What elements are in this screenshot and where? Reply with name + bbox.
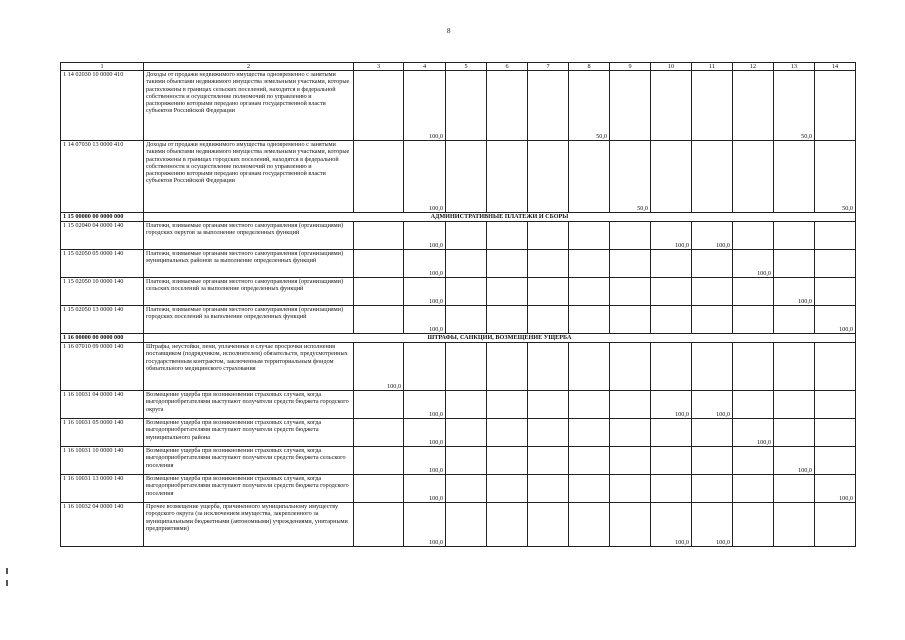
value-cell: 100,0 (651, 503, 692, 547)
value-cell: 50,0 (774, 71, 815, 141)
value-cell (610, 222, 651, 250)
budget-code: 1 15 02050 13 0000 140 (61, 306, 144, 334)
table-row (61, 71, 856, 141)
value-cell (815, 250, 856, 278)
value-cell (692, 306, 733, 334)
value-cell: 100,0 (404, 250, 446, 278)
value-cell (774, 222, 815, 250)
value-cell: 100,0 (404, 71, 446, 141)
value-cell (815, 343, 856, 391)
column-header: 1 (61, 63, 144, 71)
value-cell (692, 419, 733, 447)
value-cell (487, 343, 528, 391)
value-cell (569, 419, 610, 447)
value-cell (692, 343, 733, 391)
value-cell (569, 222, 610, 250)
budget-code: 1 16 00000 00 0000 000 (61, 334, 144, 343)
income-description: Платежи, взимаемые органами местного самоуправления (организациями) муниципальных районов за выполнение определенных функций (144, 250, 354, 278)
value-cell (569, 503, 610, 547)
value-cell: 100,0 (815, 306, 856, 334)
budget-code: 1 16 10031 05 0000 140 (61, 419, 144, 447)
value-cell (487, 475, 528, 503)
column-header: 4 (404, 63, 446, 71)
value-cell (528, 250, 569, 278)
value-cell (528, 306, 569, 334)
budget-code: 1 16 07010 09 0000 140 (61, 343, 144, 391)
section-row (61, 334, 856, 343)
column-header: 5 (446, 63, 487, 71)
value-cell (354, 71, 404, 141)
value-cell (446, 391, 487, 419)
value-cell (815, 503, 856, 547)
value-cell (446, 250, 487, 278)
value-cell (569, 391, 610, 419)
column-header: 6 (487, 63, 528, 71)
income-description: Платежи, взимаемые органами местного самоуправления (организациями) сельских поселений за выполнение определенных функций (144, 278, 354, 306)
value-cell: 50,0 (569, 71, 610, 141)
budget-code: 1 15 02050 10 0000 140 (61, 278, 144, 306)
value-cell (692, 447, 733, 475)
value-cell (651, 250, 692, 278)
margin-mark (6, 568, 8, 574)
income-description: Платежи, взимаемые органами местного самоуправления (организациями) городских поселений за выполнение определенных функций (144, 306, 354, 334)
value-cell (487, 71, 528, 141)
value-cell (733, 141, 774, 213)
value-cell: 100,0 (404, 391, 446, 419)
value-cell (569, 306, 610, 334)
value-cell (774, 250, 815, 278)
value-cell (354, 278, 404, 306)
value-cell (692, 250, 733, 278)
budget-code: 1 16 10031 04 0000 140 (61, 391, 144, 419)
value-cell: 100,0 (404, 306, 446, 334)
value-cell (487, 222, 528, 250)
value-cell (692, 278, 733, 306)
value-cell (610, 278, 651, 306)
value-cell (446, 278, 487, 306)
budget-code: 1 16 10032 04 0000 140 (61, 503, 144, 547)
page-number: 8 (447, 27, 451, 35)
value-cell (610, 391, 651, 419)
value-cell (354, 391, 404, 419)
value-cell (651, 419, 692, 447)
value-cell (487, 306, 528, 334)
value-cell (446, 475, 487, 503)
value-cell (487, 503, 528, 547)
value-cell (446, 222, 487, 250)
value-cell (815, 391, 856, 419)
value-cell (446, 419, 487, 447)
value-cell: 100,0 (733, 250, 774, 278)
value-cell: 100,0 (651, 391, 692, 419)
table-row (61, 278, 856, 306)
table-row (61, 447, 856, 475)
income-description: Штрафы, неустойки, пени, уплаченные в случае просрочки исполнения поставщиком (подрядчиком, исполнителем) обязательств, предусмотренных государственным контрактом, заключенным территориальным фондом обязательного медицинского страхования (144, 343, 354, 391)
section-row (61, 213, 856, 222)
value-cell (569, 250, 610, 278)
value-cell (651, 343, 692, 391)
value-cell: 100,0 (774, 447, 815, 475)
income-description: Возмещение ущерба при возникновении страховых случаев, когда выгодоприобретателями выступают получатели средств бюджета сельского поселения (144, 447, 354, 475)
value-cell: 100,0 (404, 475, 446, 503)
value-cell (569, 343, 610, 391)
value-cell (610, 343, 651, 391)
value-cell (354, 475, 404, 503)
value-cell (733, 475, 774, 503)
value-cell (651, 278, 692, 306)
budget-code: 1 15 00000 00 0000 000 (61, 213, 144, 222)
value-cell (404, 343, 446, 391)
table-row (61, 391, 856, 419)
value-cell: 50,0 (815, 141, 856, 213)
value-cell (354, 306, 404, 334)
value-cell (569, 475, 610, 503)
value-cell: 100,0 (404, 447, 446, 475)
value-cell (487, 278, 528, 306)
value-cell (774, 419, 815, 447)
table-row (61, 475, 856, 503)
budget-code: 1 14 07030 13 0000 410 (61, 141, 144, 213)
value-cell (610, 250, 651, 278)
value-cell (651, 306, 692, 334)
budget-code: 1 16 10031 13 0000 140 (61, 475, 144, 503)
budget-code: 1 15 02050 05 0000 140 (61, 250, 144, 278)
table-row (61, 222, 856, 250)
value-cell (733, 343, 774, 391)
value-cell: 100,0 (404, 419, 446, 447)
value-cell (774, 343, 815, 391)
margin-mark (6, 580, 8, 586)
column-header: 8 (569, 63, 610, 71)
value-cell (354, 141, 404, 213)
table-row (61, 306, 856, 334)
value-cell (354, 250, 404, 278)
income-description: Доходы от продажи недвижимого имущества одновременно с занятыми такими объектами недвижимого имущества земельными участками, которые расположены в границах городских поселений, находятся в федеральной собственности и осуществление полномочий по управлению и распоряжению которыми передано органам государственной власти субъектов Российской Федерации (144, 141, 354, 213)
value-cell (446, 306, 487, 334)
value-cell (651, 447, 692, 475)
value-cell (692, 71, 733, 141)
column-header: 13 (774, 63, 815, 71)
value-cell (446, 503, 487, 547)
value-cell (528, 71, 569, 141)
table-row (61, 419, 856, 447)
value-cell (733, 503, 774, 547)
income-description: Прочее возмещение ущерба, причиненного муниципальному имуществу городского округа (за исключением имущества, закрепленного за муниципальными бюджетными (автономными) учреждениями, унитарными предприятиями) (144, 503, 354, 547)
value-cell (354, 447, 404, 475)
value-cell (528, 222, 569, 250)
column-header: 11 (692, 63, 733, 71)
value-cell (446, 141, 487, 213)
value-cell (528, 503, 569, 547)
income-description: Доходы от продажи недвижимого имущества одновременно с занятыми такими объектами недвижимого имущества земельными участками, которые расположены в границах сельских поселений, находятся в федеральной собственности и осуществление полномочий по управлению и распоряжению которыми передано органам государственной власти субъектов Российской Федерации (144, 71, 354, 141)
value-cell (528, 343, 569, 391)
value-cell (569, 278, 610, 306)
column-header: 9 (610, 63, 651, 71)
income-description: Возмещение ущерба при возникновении страховых случаев, когда выгодоприобретателями выступают получатели средств бюджета городского округа (144, 391, 354, 419)
value-cell: 100,0 (774, 278, 815, 306)
value-cell (733, 71, 774, 141)
value-cell (610, 71, 651, 141)
value-cell: 100,0 (404, 278, 446, 306)
value-cell (610, 447, 651, 475)
value-cell: 50,0 (610, 141, 651, 213)
value-cell: 100,0 (692, 222, 733, 250)
value-cell (651, 141, 692, 213)
budget-code: 1 16 10031 10 0000 140 (61, 447, 144, 475)
table-row (61, 141, 856, 213)
budget-code: 1 15 02040 04 0000 140 (61, 222, 144, 250)
column-header: 2 (144, 63, 354, 71)
value-cell (354, 503, 404, 547)
column-header: 7 (528, 63, 569, 71)
value-cell (815, 71, 856, 141)
value-cell (528, 141, 569, 213)
income-description: Возмещение ущерба при возникновении страховых случаев, когда выгодоприобретателями выступают получатели средств бюджета городского поселения (144, 475, 354, 503)
value-cell (446, 447, 487, 475)
value-cell (692, 141, 733, 213)
value-cell (487, 419, 528, 447)
value-cell (528, 419, 569, 447)
value-cell: 100,0 (733, 419, 774, 447)
value-cell (610, 475, 651, 503)
table-row (61, 250, 856, 278)
value-cell (487, 141, 528, 213)
value-cell: 100,0 (404, 503, 446, 547)
value-cell (487, 250, 528, 278)
income-description: Возмещение ущерба при возникновении страховых случаев, когда выгодоприобретателями выступают получатели средств бюджета муниципального района (144, 419, 354, 447)
value-cell (774, 503, 815, 547)
section-title: АДМИНИСТРАТИВНЫЕ ПЛАТЕЖИ И СБОРЫ (144, 213, 856, 222)
value-cell (354, 222, 404, 250)
income-description: Платежи, взимаемые органами местного самоуправления (организациями) городских округов за выполнение определенных функций (144, 222, 354, 250)
value-cell (354, 419, 404, 447)
value-cell (610, 306, 651, 334)
value-cell (569, 141, 610, 213)
value-cell: 100,0 (651, 222, 692, 250)
column-header: 3 (354, 63, 404, 71)
section-title: ШТРАФЫ, САНКЦИИ, ВОЗМЕЩЕНИЕ УЩЕРБА (144, 334, 856, 343)
budget-table (60, 62, 856, 547)
value-cell (774, 475, 815, 503)
value-cell (733, 306, 774, 334)
value-cell: 100,0 (692, 391, 733, 419)
table-row (61, 343, 856, 391)
value-cell (733, 278, 774, 306)
value-cell (733, 447, 774, 475)
value-cell (774, 306, 815, 334)
budget-code: 1 14 02030 10 0000 410 (61, 71, 144, 141)
value-cell (774, 141, 815, 213)
value-cell (446, 71, 487, 141)
value-cell: 100,0 (354, 343, 404, 391)
value-cell (528, 391, 569, 419)
value-cell (774, 391, 815, 419)
column-header: 14 (815, 63, 856, 71)
value-cell: 100,0 (404, 141, 446, 213)
value-cell (733, 222, 774, 250)
value-cell (610, 419, 651, 447)
value-cell: 100,0 (692, 503, 733, 547)
table-header-row (61, 63, 856, 71)
value-cell (528, 475, 569, 503)
value-cell (528, 278, 569, 306)
value-cell (528, 447, 569, 475)
value-cell: 100,0 (404, 222, 446, 250)
value-cell (692, 475, 733, 503)
value-cell (815, 419, 856, 447)
value-cell (815, 447, 856, 475)
value-cell (487, 447, 528, 475)
table-row (61, 503, 856, 547)
value-cell (815, 278, 856, 306)
column-header: 12 (733, 63, 774, 71)
value-cell (651, 475, 692, 503)
value-cell (446, 343, 487, 391)
value-cell (651, 71, 692, 141)
value-cell (815, 222, 856, 250)
column-header: 10 (651, 63, 692, 71)
value-cell: 100,0 (815, 475, 856, 503)
value-cell (487, 391, 528, 419)
value-cell (610, 503, 651, 547)
value-cell (733, 391, 774, 419)
value-cell (569, 447, 610, 475)
